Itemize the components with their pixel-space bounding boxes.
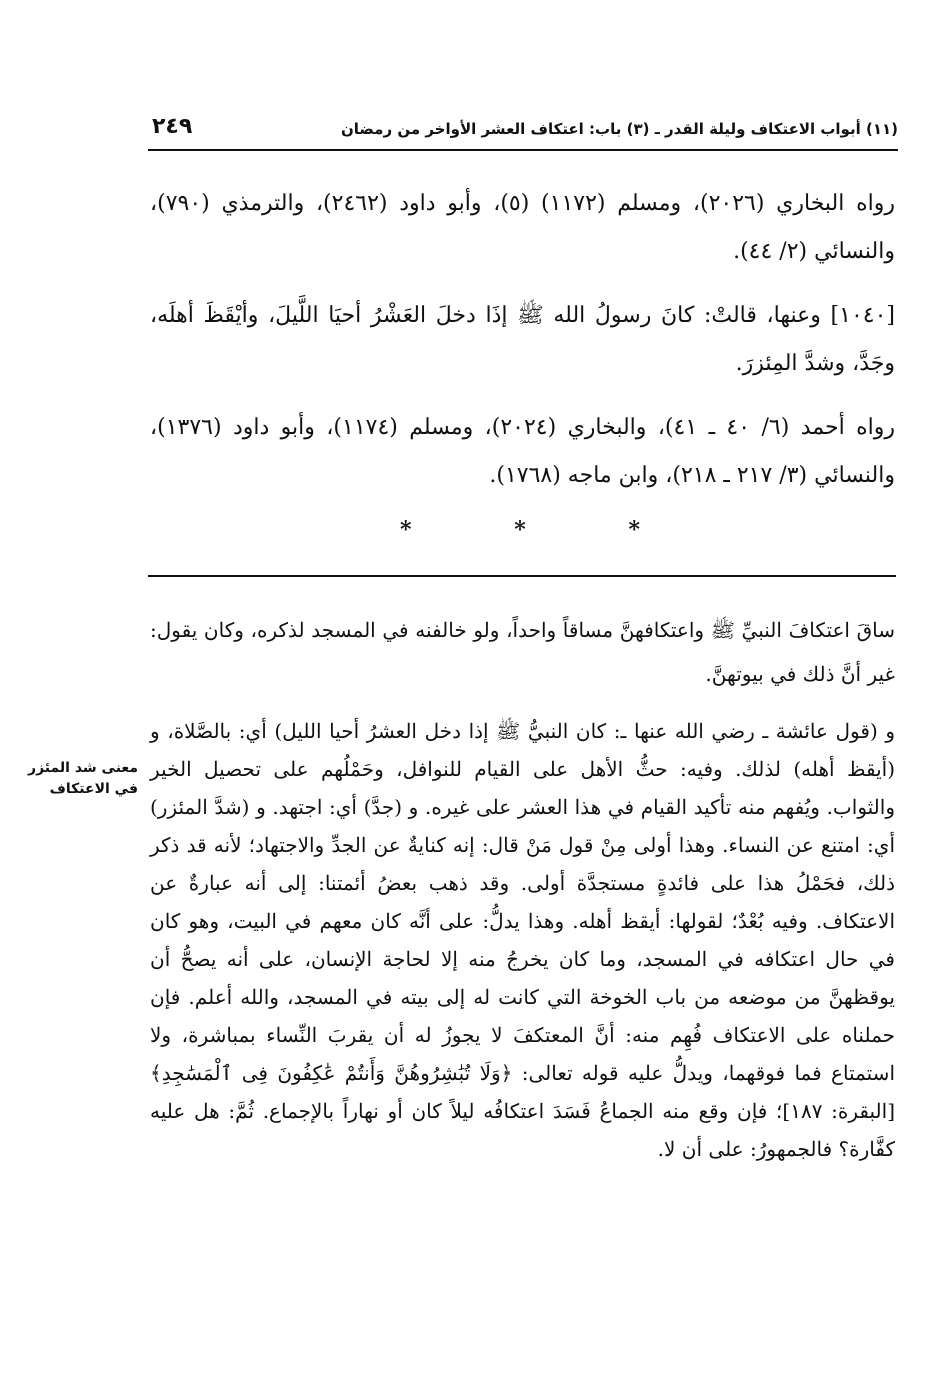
- margin-note: معنى شد المئزر في الاعتكاف: [28, 760, 138, 797]
- page-number: ٢٤٩: [152, 114, 193, 139]
- separator-star: *: [628, 517, 640, 543]
- separator-star: *: [514, 517, 526, 543]
- separator-star: *: [400, 517, 412, 543]
- commentary-paragraph-1: ساقَ اعتكافَ النبيِّ ﷺ واعتكافهنَّ مساقاً واحداً، ولو خالفنه في المسجد لذكره، وكان يقول: غير أنَّ ذلك في بيوتهنَّ.: [150, 618, 895, 686]
- hadith-source-1: رواه البخاري (٢٠٢٦)، ومسلم (١١٧٢) (٥)، وأبو داود (٢٤٦٢)، والترمذي (٧٩٠)، والنسائي (٢/ ٤٤).: [150, 191, 895, 264]
- header-rule: [148, 149, 898, 151]
- hadith-1040: [١٠٤٠] وعنها، قالتْ: كانَ رسولُ الله ﷺ إذَا دخلَ العَشْرُ أحيَا اللَّيلَ، وأيْقَظَ أهلَه، وجَدَّ، وشدَّ المِئزرَ.: [150, 303, 895, 376]
- hadith-source-2: رواه أحمد (٦/ ٤٠ ـ ٤١)، والبخاري (٢٠٢٤)، ومسلم (١١٧٤)، وأبو داود (١٣٧٦)، والنسائي (٣/ ٢١٧ ـ ٢١٨)، وابن ماجه (١٧٦٨).: [150, 415, 895, 488]
- commentary-rule: [148, 575, 896, 577]
- running-header: [148, 112, 898, 148]
- chapter-title: (١١) أبواب الاعتكاف وليلة القدر ـ (٣) باب: اعتكاف العشر الأواخر من رمضان: [340, 120, 898, 138]
- section-separator: [400, 515, 640, 545]
- commentary-paragraph-2: و (قول عائشة ـ رضي الله عنها ـ: كان النبيُّ ﷺ إذا دخل العشرُ أحيا الليل) أي: بالصَّلاة، و (أيقظ أهله) لذلك. وفيه: حثُّ الأهل على القيام للنوافل، وحَمْلُهم على تحصيل الخير والثواب. ويُفهم منه تأكيد القيام في هذا العشر على غيره. و (جدَّ) أي: اجتهد. و (شدَّ المئزر) أي: امتنع عن النساء. وهذا أولى مِنْ قول مَنْ قال: إنه كنايةٌ عن الجدِّ والاجتهاد؛ لأنه قد ذكر ذلك، فحَمْلُ هذا على فائدةٍ مستجدَّة أولى. وقد ذهب بعضُ أئمتنا: إلى أنه عبارةٌ عن الاعتكاف. وفيه بُعْدٌ؛ لقولها: أيقظ أهله. وهذا يدلُّ: على أنَّه كان معهم في البيت، وهو كان في حال اعتكافه في المسجد، وما كان يخرجُ منه إلا لحاجة الإنسان، على أنه يصحُّ أن يوقظهنَّ من موضعه من باب الخوخة التي كانت له إلى بيته في المسجد، والله أعلم. فإن حملناه على الاعتكاف فُهِم منه: أنَّ المعتكفَ لا يجوزُ له أن يقربَ النِّساء بمباشرة، ولا استمتاع فما فوقهما، ويدلُّ عليه قوله تعالى: ﴿وَلَا تُبَٰشِرُوهُنَّ وَأَنتُمْ عَٰكِفُونَ فِى ٱلْمَسَٰجِدِ﴾ [البقرة: ١٨٧]؛ فإن وقع منه الجماعُ فَسَدَ اعتكافُه ليلاً كان أو نهاراً بالإجماع. ثُمَّ: هل عليه كفَّارة؟ فالجمهورُ: على أن لا.: [150, 719, 896, 1161]
